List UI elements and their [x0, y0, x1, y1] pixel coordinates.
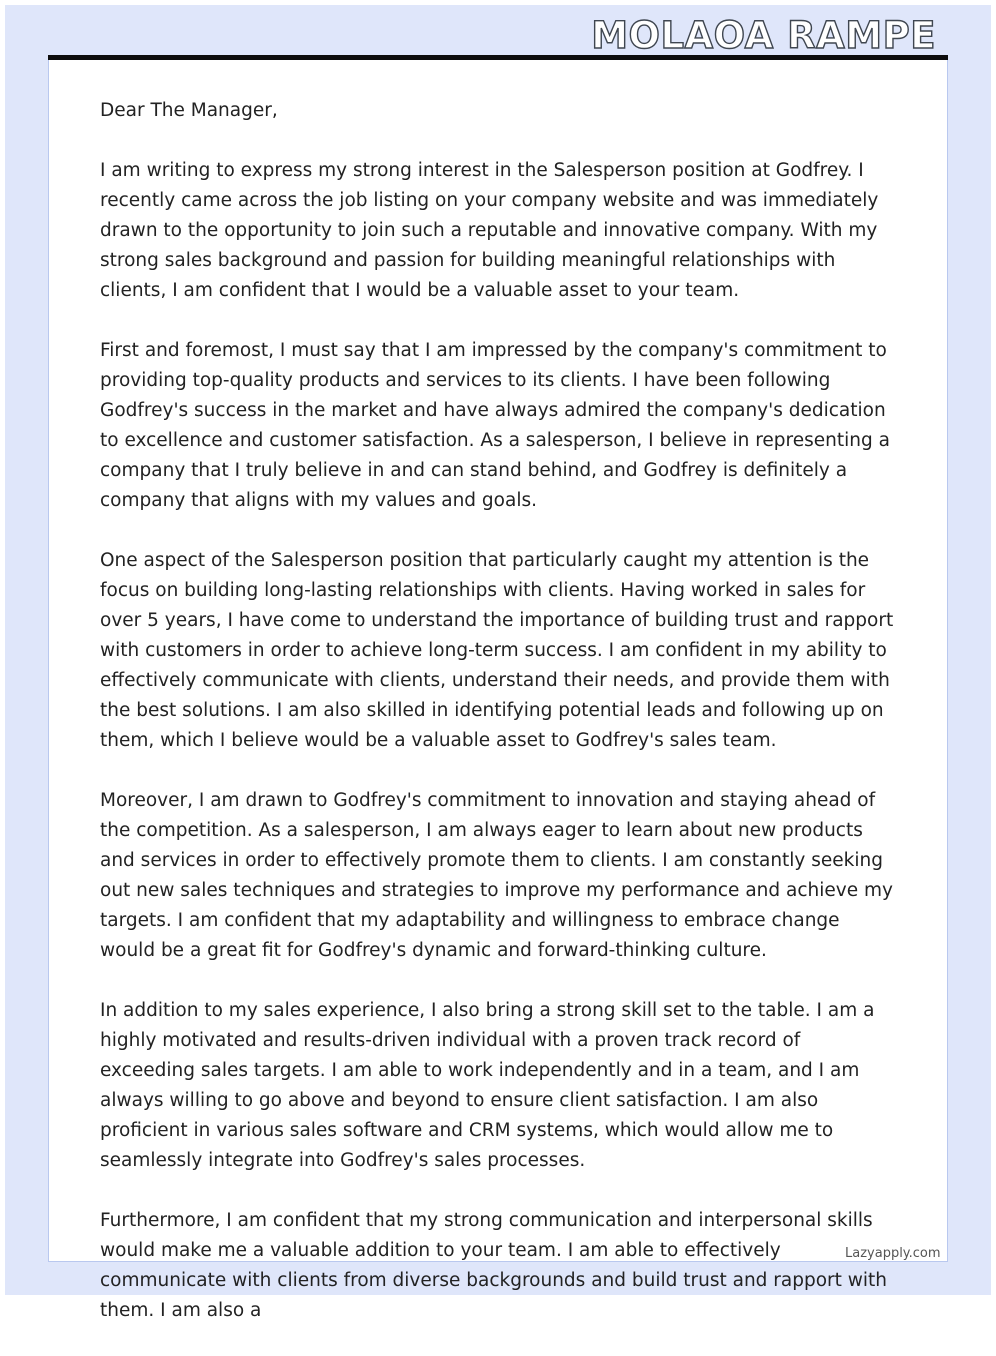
- paragraph-2: First and foremost, I must say that I am impressed by the company's commitment to providing top-quality products and services to its clients. I have been following Godfrey's success in the market and have always admired the company's dedication to excellence and customer satisfaction. As a salesperson, I believe in representing a company that I truly believe in and can stand behind, and Godfrey is definitely a company that aligns with my values and goals.: [100, 340, 890, 511]
- watermark-text: Lazyapply.com: [845, 1246, 941, 1261]
- applicant-name: MOLAOA RAMPE: [591, 14, 936, 57]
- paragraph-6: Furthermore, I am confident that my strong communication and interpersonal skills would make me a valuable addition to your team. I am able to effectively communicate with clients from diverse backgrounds and build trust and rapport with them. I am also a: [100, 1210, 888, 1321]
- paragraph-1: I am writing to express my strong interest in the Salesperson position at Godfrey. I recently came across the job listing on your company website and was immediately drawn to the opportunity to join such a reputable and innovative company. With my strong sales background and passion for building meaningful relationships with clients, I am confident that I would be a valuable asset to your team.: [100, 160, 879, 301]
- paragraph-4: Moreover, I am drawn to Godfrey's commitment to innovation and staying ahead of the competition. As a salesperson, I am always eager to learn about new products and services in order to effectively promote them to clients. I am constantly seeking out new sales techniques and strategies to improve my performance and achieve my targets. I am confident that my adaptability and willingness to embrace change would be a great fit for Godfrey's dynamic and forward-thinking culture.: [100, 790, 893, 961]
- paragraph-3: One aspect of the Salesperson position that particularly caught my attention is the focus on building long-lasting relationships with clients. Having worked in sales for over 5 years, I have come to understand the importance of building trust and rapport with customers in order to achieve long-term success. I am confident in my ability to effectively communicate with clients, understand their needs, and provide them with the best solutions. I am also skilled in identifying potential leads and following up on them, which I believe would be a valuable asset to Godfrey's sales team.: [100, 550, 894, 751]
- salutation: Dear The Manager,: [100, 100, 278, 121]
- paragraph-5: In addition to my sales experience, I also bring a strong skill set to the table. I am a highly motivated and results-driven individual with a proven track record of exceeding sales targets. I am able to work independently and in a team, and I am always willing to go above and beyond to ensure client satisfaction. I am also proficient in various sales software and CRM systems, which would allow me to seamlessly integrate into Godfrey's sales processes.: [100, 1000, 875, 1171]
- letter-body: [100, 96, 900, 1356]
